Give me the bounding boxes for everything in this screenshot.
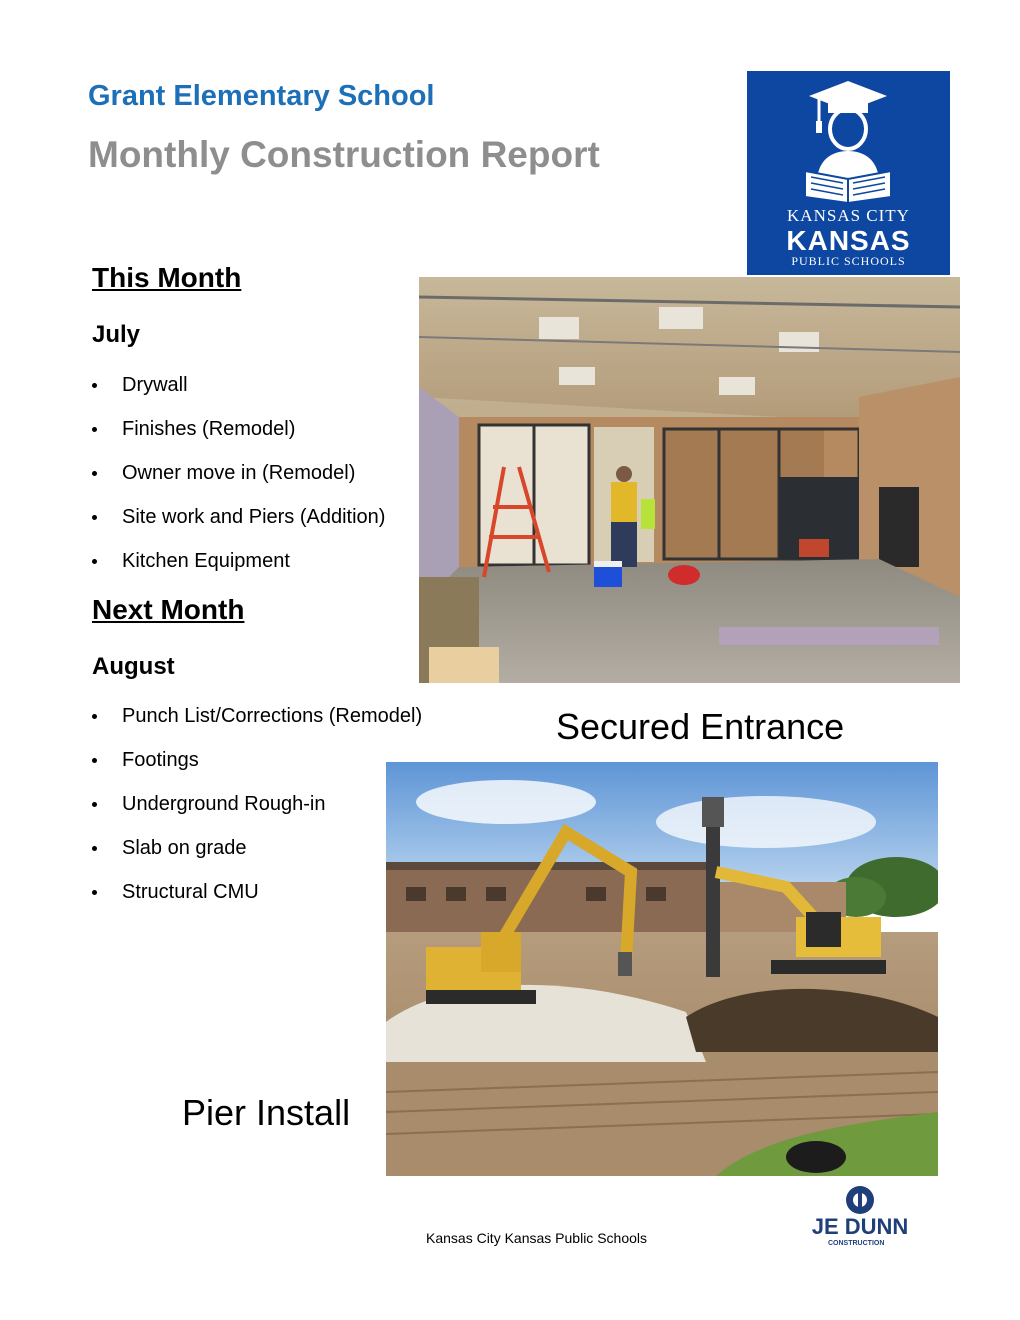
this-month-label: July	[92, 321, 141, 348]
logo-line-3: PUBLIC SCHOOLS	[791, 254, 906, 268]
site-photo-caption: Pier Install	[182, 1092, 351, 1133]
next-month-task-list	[92, 702, 422, 922]
list-item: Kitchen Equipment	[92, 547, 385, 591]
footer-text: Kansas City Kansas Public Schools	[426, 1230, 647, 1246]
report-title: Monthly Construction Report	[88, 134, 600, 175]
list-item: Owner move in (Remodel)	[92, 459, 385, 503]
list-item: Structural CMU	[92, 878, 422, 922]
next-month-heading: Next Month	[92, 594, 245, 625]
svg-text:JE DUNN: JE DUNN	[811, 1214, 909, 1239]
list-item: Finishes (Remodel)	[92, 415, 385, 459]
this-month-task-list	[92, 371, 385, 591]
pier-install-photo	[386, 762, 938, 1176]
svg-text:CONSTRUCTION: CONSTRUCTION	[828, 1240, 885, 1247]
interior-photo-caption: Secured Entrance	[556, 706, 845, 747]
list-item: Drywall	[92, 371, 385, 415]
contractor-logo	[798, 1184, 922, 1250]
school-name: Grant Elementary School	[88, 80, 435, 112]
logo-line-1: KANSAS CITY	[787, 206, 910, 225]
list-item: Footings	[92, 746, 422, 790]
interior-remodel-photo	[419, 277, 960, 683]
graduate-reading-icon	[747, 71, 950, 206]
district-logo	[747, 71, 950, 275]
je-dunn-logo-icon	[798, 1184, 922, 1250]
list-item: Underground Rough-in	[92, 790, 422, 834]
logo-line-2: KANSAS	[786, 225, 911, 256]
this-month-heading: This Month	[92, 262, 242, 293]
next-month-label: August	[92, 653, 175, 680]
list-item: Punch List/Corrections (Remodel)	[92, 702, 422, 746]
list-item: Site work and Piers (Addition)	[92, 503, 385, 547]
list-item: Slab on grade	[92, 834, 422, 878]
